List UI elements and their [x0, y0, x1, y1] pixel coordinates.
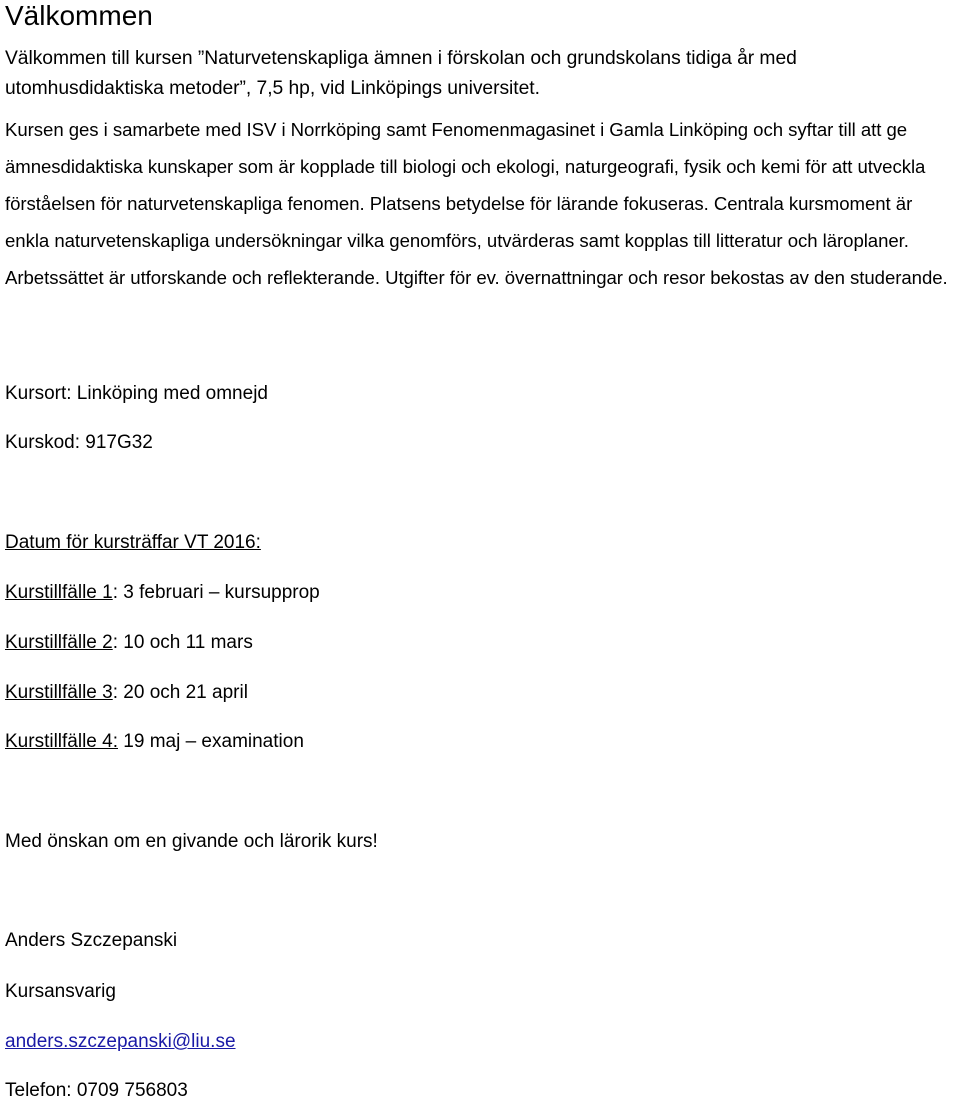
session-3 — [5, 682, 248, 704]
session-label: Kurstillfälle 1 — [5, 582, 113, 603]
session-1 — [5, 582, 320, 604]
farewell-text: Med önskan om en givande och lärorik kurs! — [5, 831, 378, 852]
email-link[interactable]: anders.szczepanski@liu.se — [5, 1031, 236, 1052]
contact-role: Kursansvarig — [5, 981, 116, 1002]
page-title: Välkommen — [5, 0, 153, 31]
course-code: Kurskod: 917G32 — [5, 432, 153, 453]
session-4 — [5, 731, 304, 753]
contact-email-line — [5, 1031, 236, 1053]
course-description: Kursen ges i samarbete med ISV i Norrköping samt Fenomenmagasinet i Gamla Linköping och syftar till att ge ämnesdidaktiska kunskaper som är kopplade till biologi och ekologi, naturgeografi, fysik och kemi för att utveckla förståelsen för naturvetenskapliga fenomen. Platsens betydelse för lärande fokuseras. Centrala kursmoment är enkla naturvetenskapliga undersökningar vilka genomförs, utvärderas samt kopplas till litteratur och läroplaner. Arbetssättet är utforskande och reflekterande. Utgifter för ev. övernattningar och resor bekostas av den studerande. — [5, 119, 948, 288]
session-separator: : — [112, 682, 118, 703]
schedule-heading: Datum för kursträffar VT 2016: — [5, 532, 261, 553]
session-separator: : — [112, 632, 118, 653]
document-page — [5, 0, 957, 1101]
session-label: Kurstillfälle 3 — [5, 682, 113, 703]
session-text: 3 februari – kursupprop — [118, 582, 320, 603]
session-text: 10 och 11 mars — [118, 632, 253, 653]
contact-name: Anders Szczepanski — [5, 930, 178, 951]
session-2 — [5, 632, 253, 654]
contact-phone: Telefon: 0709 756803 — [5, 1080, 188, 1101]
session-label: Kurstillfälle 4: — [5, 731, 118, 752]
intro-paragraph: Välkommen till kursen ”Naturvetenskapliga ämnen i förskolan och grundskolans tidiga år med utomhusdidaktiska metoder”, 7,5 hp, vid Linköpings universitet. — [5, 48, 797, 99]
course-location: Kursort: Linköping med omnejd — [5, 383, 268, 404]
session-label: Kurstillfälle 2 — [5, 632, 113, 653]
session-text: 20 och 21 april — [118, 682, 248, 703]
session-separator: : — [112, 582, 118, 603]
session-text: 19 maj – examination — [118, 731, 304, 752]
